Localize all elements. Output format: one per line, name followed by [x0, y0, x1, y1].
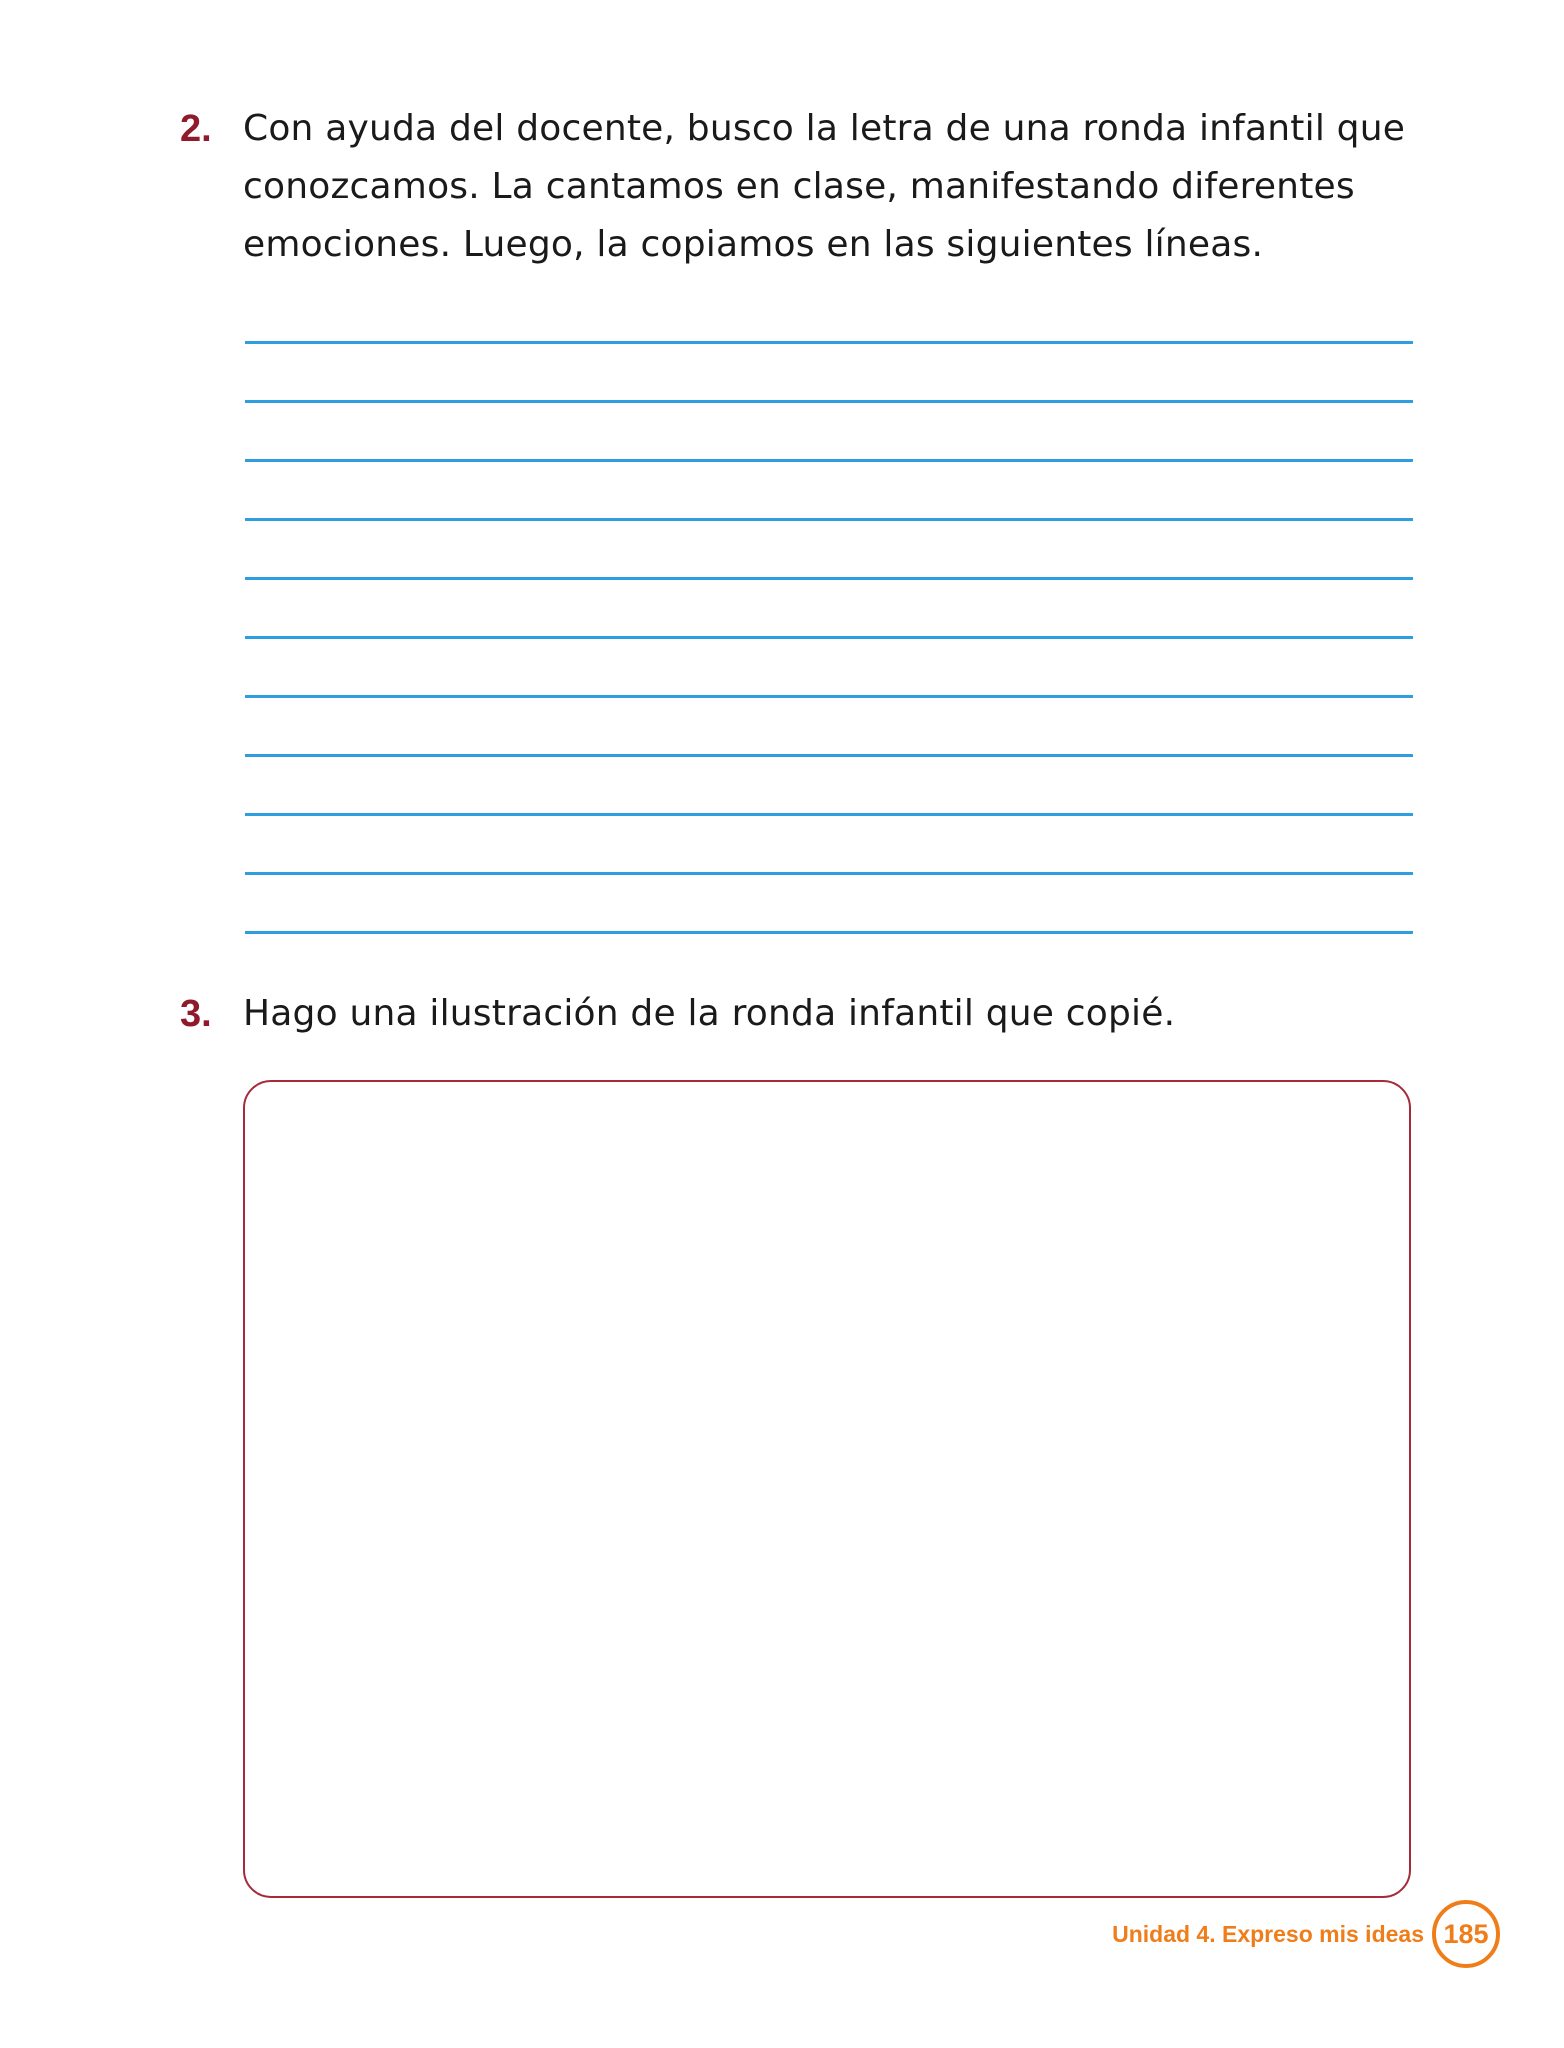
writing-line[interactable]	[245, 931, 1413, 934]
page-footer	[1112, 1900, 1500, 1968]
writing-line[interactable]	[245, 872, 1413, 875]
illustration-box[interactable]	[243, 1080, 1411, 1898]
writing-line[interactable]	[245, 341, 1413, 344]
exercise-2-line-1: Con ayuda del docente, busco la letra de una ronda infantil que	[243, 108, 1406, 149]
exercise-2-number: 2.	[180, 108, 212, 150]
exercise-3	[180, 985, 1420, 1043]
writing-line[interactable]	[245, 636, 1413, 639]
writing-line[interactable]	[245, 518, 1413, 521]
writing-line[interactable]	[245, 577, 1413, 580]
exercise-3-number: 3.	[180, 993, 212, 1035]
unit-label: Unidad 4. Expreso mis ideas	[1112, 1920, 1424, 1947]
exercise-2-instructions	[243, 100, 1420, 274]
writing-line[interactable]	[245, 459, 1413, 462]
writing-lines-area[interactable]	[245, 341, 1413, 990]
writing-line[interactable]	[245, 695, 1413, 698]
exercise-3-instructions: Hago una ilustración de la ronda infantil que copié.	[243, 993, 1176, 1034]
page-number-badge: 185	[1432, 1900, 1500, 1968]
writing-line[interactable]	[245, 754, 1413, 757]
exercise-2	[180, 100, 1420, 274]
writing-line[interactable]	[245, 813, 1413, 816]
writing-line[interactable]	[245, 400, 1413, 403]
exercise-2-line-3: emociones. Luego, la copiamos en las siguientes líneas.	[243, 224, 1264, 265]
exercise-2-line-2: conozcamos. La cantamos en clase, manifestando diferentes	[243, 166, 1355, 207]
